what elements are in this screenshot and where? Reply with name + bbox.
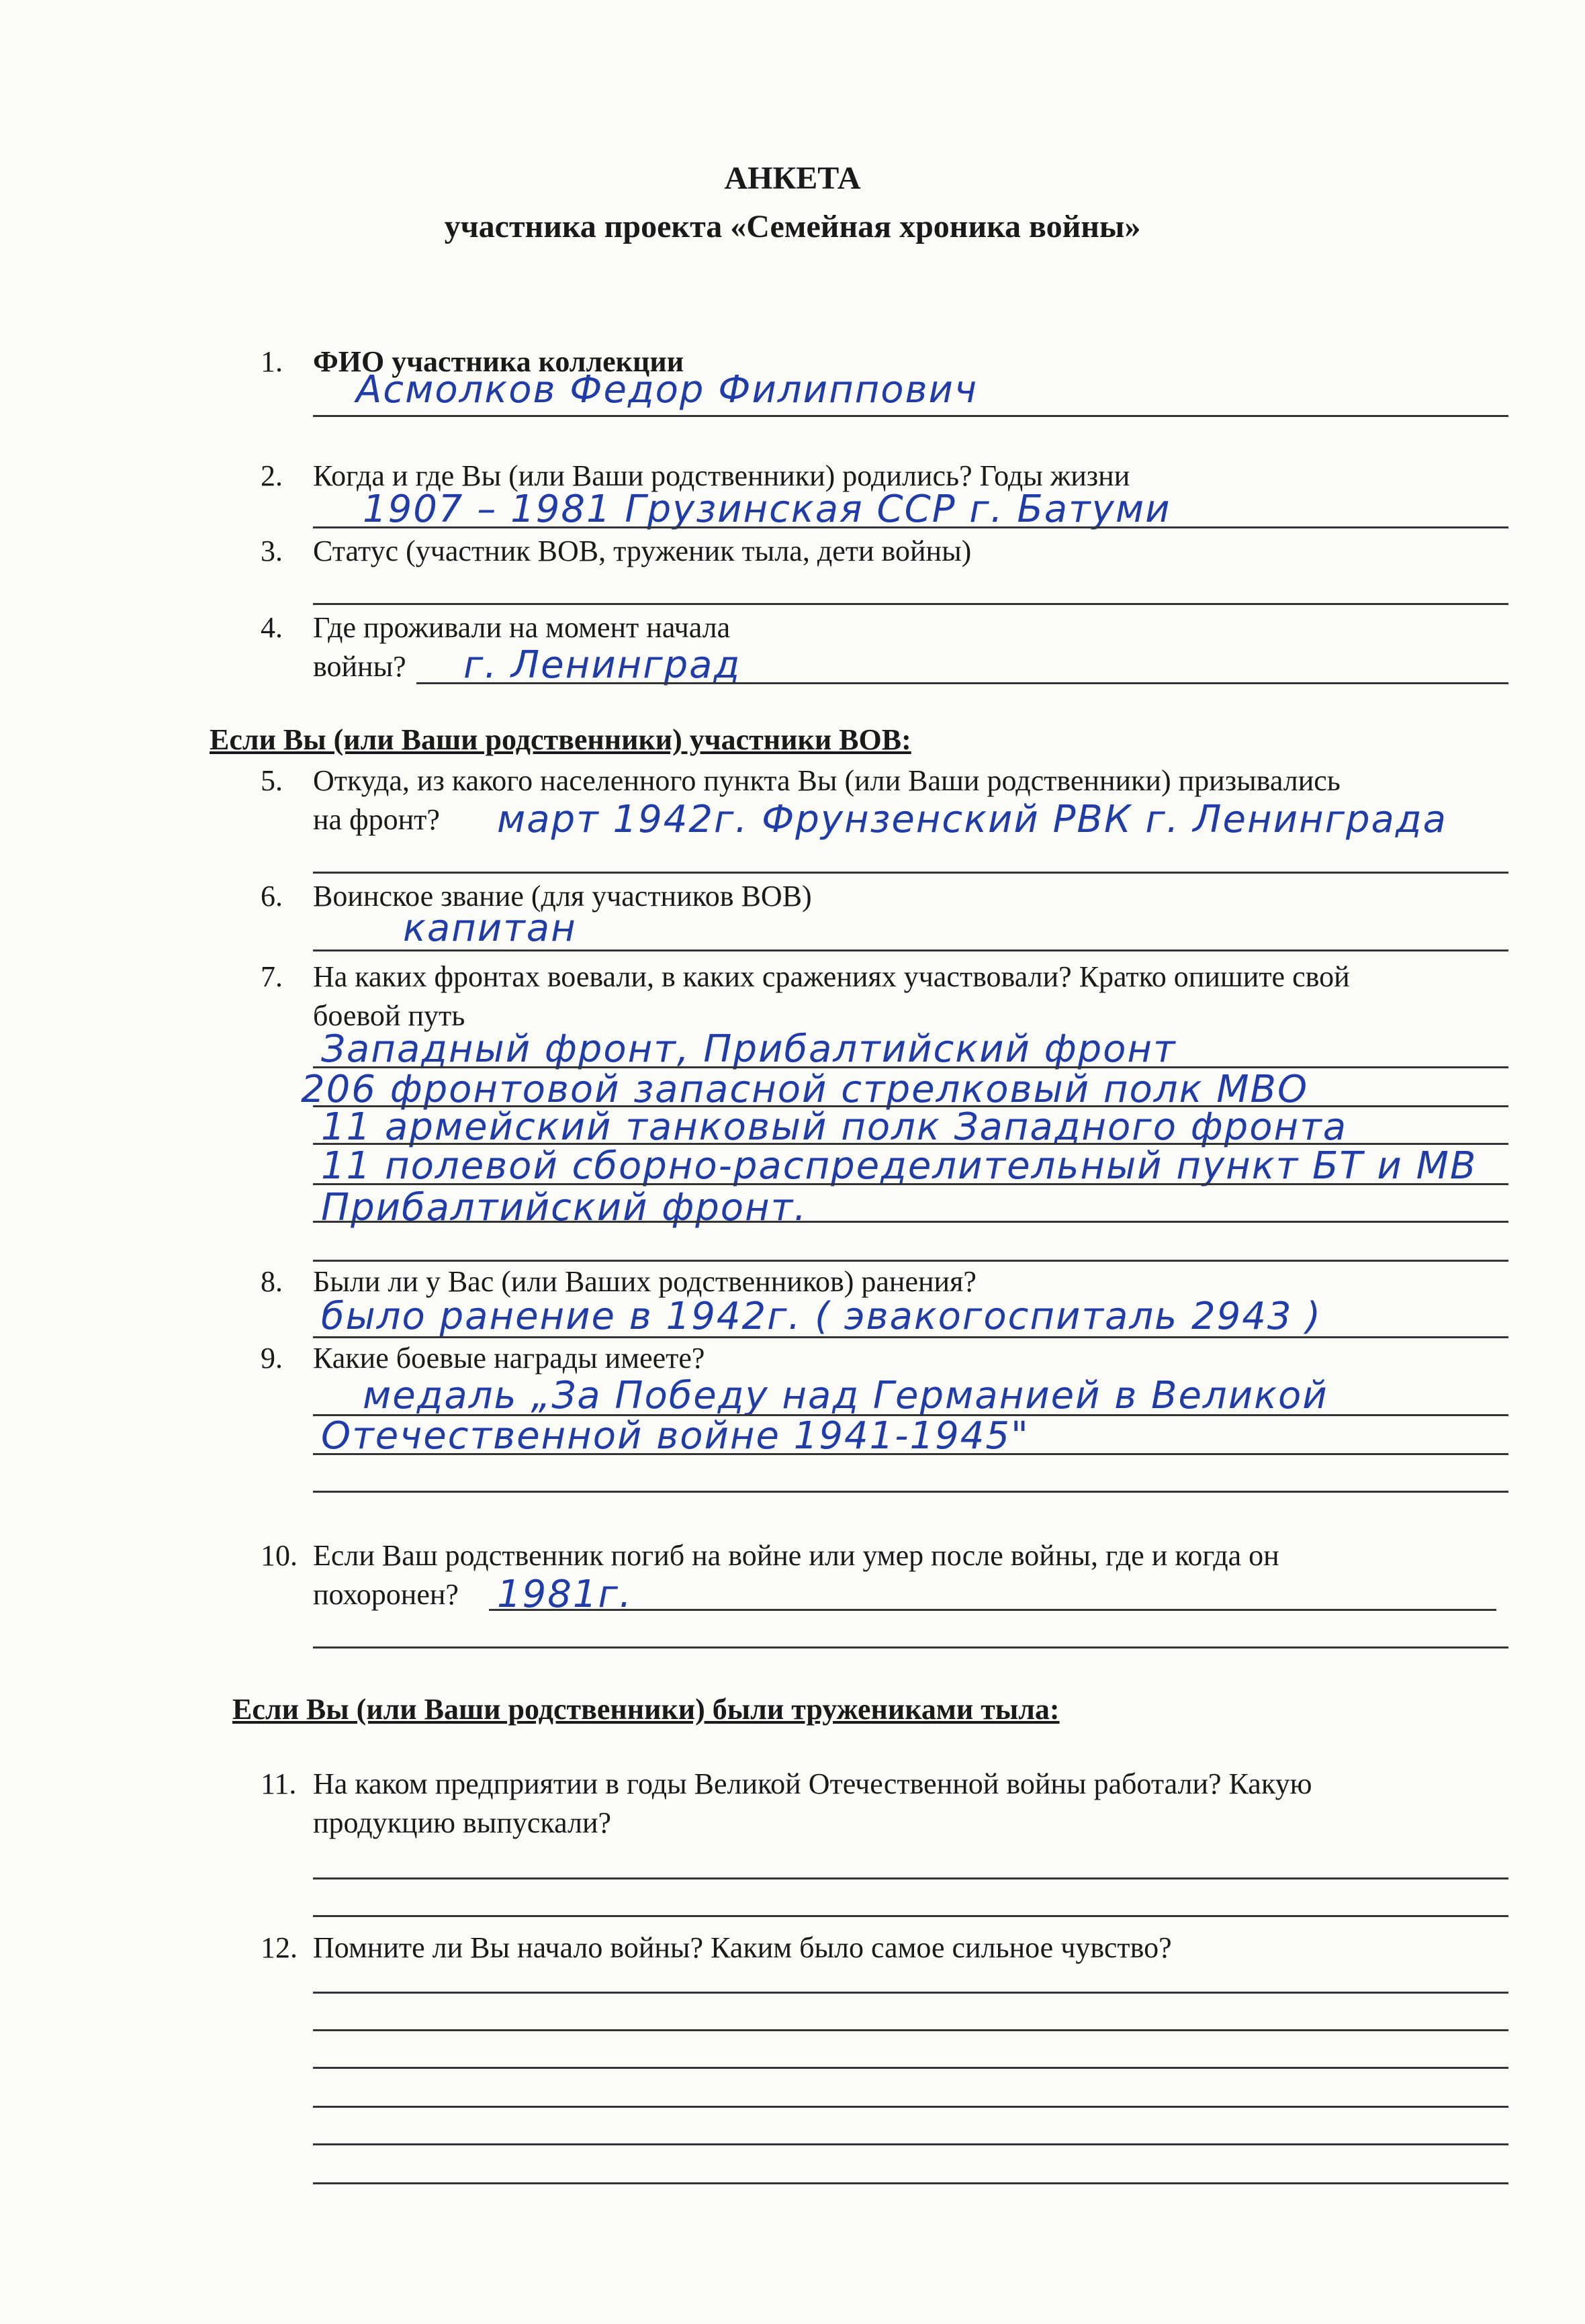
answer-battle-path: 11 полевой сборно-распределительный пункт БТ и МВ [321,1144,1478,1188]
question-text: Если Ваш родственник погиб на войне или умер после войны, где и когда он [313,1539,1279,1572]
answer-line [313,415,1508,417]
answer-line [313,1336,1508,1338]
question-text: На каких фронтах воевали, в каких сражениях участвовали? Кратко опишите свой [313,960,1350,993]
question-text: Когда и где Вы (или Ваши родственники) родились? Годы жизни [313,459,1130,492]
question-number: 5. [261,764,283,797]
section-heading-home-front: Если Вы (или Ваши родственники) были тружениками тыла: [232,1693,1060,1726]
answer-line [313,2067,1508,2069]
question-text-cont: войны? [313,650,406,683]
answer-line [313,603,1508,605]
question-text: Где проживали на момент начала [313,611,731,644]
answer-line [313,1221,1508,1223]
question-text: На каком предприятии в годы Великой Отечественной войны работали? Какую [313,1767,1312,1800]
answer-line [416,682,1508,684]
question-text-cont: продукцию выпускали? [313,1806,612,1839]
question-number: 12. [261,1931,298,1964]
page-title: АНКЕТА [724,160,861,196]
question-number: 2. [261,459,283,492]
answer-line [313,1491,1508,1493]
question-number: 1. [261,345,283,378]
answer-line [313,1183,1508,1185]
answer-conscription: март 1942г. Фрунзенский РВК г. Ленинграда [497,798,1447,841]
question-text: Воинское звание (для участников ВОВ) [313,880,812,913]
question-text-cont: на фронт? [313,803,440,836]
answer-line [313,1260,1508,1262]
answer-line [313,1453,1508,1455]
answer-line [313,526,1508,528]
question-text: Откуда, из какого населенного пункта Вы (или Ваши родственники) призывались [313,764,1341,797]
answer-line [313,2143,1508,2145]
answer-line [313,1992,1508,1994]
answer-line [313,2106,1508,2108]
section-heading-wov: Если Вы (или Ваши родственники) участники ВОВ: [210,723,911,756]
answer-line [313,2029,1508,2031]
page-subtitle: участника проекта «Семейная хроника войны» [444,209,1141,244]
answer-residence: г. Ленинград [463,643,741,687]
question-text: Были ли у Вас (или Ваших родственников) ранения? [313,1265,977,1298]
question-number: 4. [261,611,283,644]
answer-line [313,1877,1508,1879]
question-text: ФИО участника коллекции [313,345,684,378]
answer-rank: капитан [403,907,577,950]
question-number: 9. [261,1342,283,1375]
answer-line [313,872,1508,874]
answer-line [313,2182,1508,2184]
question-number: 3. [261,534,283,567]
question-number: 8. [261,1265,283,1298]
question-text-cont: похоронен? [313,1578,459,1611]
answer-line [313,1915,1508,1917]
answer-birth: 1907 – 1981 Грузинская ССР г. Батуми [363,487,1171,531]
question-text: Статус (участник ВОВ, труженик тыла, дети войны) [313,534,972,567]
question-number: 10. [261,1539,298,1572]
answer-line [313,949,1508,951]
answer-line [313,1646,1508,1648]
question-text: Какие боевые награды имеете? [313,1342,705,1375]
answer-awards: медаль „За Победу над Германией в Великой [363,1374,1328,1417]
answer-burial: 1981г. [497,1573,633,1616]
question-number: 11. [261,1767,297,1800]
answer-battle-path: Прибалтийский фронт. [321,1186,808,1229]
question-text-cont: боевой путь [313,999,465,1032]
answer-battle-path: Западный фронт, Прибалтийский фронт [321,1027,1177,1071]
answer-name: Асмолков Федор Филиппович [356,368,979,412]
answer-line [489,1609,1496,1611]
question-number: 6. [261,880,283,913]
question-text: Помните ли Вы начало войны? Каким было самое сильное чувство? [313,1931,1172,1964]
answer-wounds: было ранение в 1942г. ( эвакогоспиталь 2943 ) [321,1295,1322,1338]
question-number: 7. [261,960,283,993]
answer-battle-path: 11 армейский танковый полк Западного фронта [321,1105,1348,1149]
answer-battle-path: 206 фронтовой запасной стрелковый полк МВО [301,1068,1309,1111]
answer-awards: Отечественной войне 1941-1945" [321,1414,1030,1458]
